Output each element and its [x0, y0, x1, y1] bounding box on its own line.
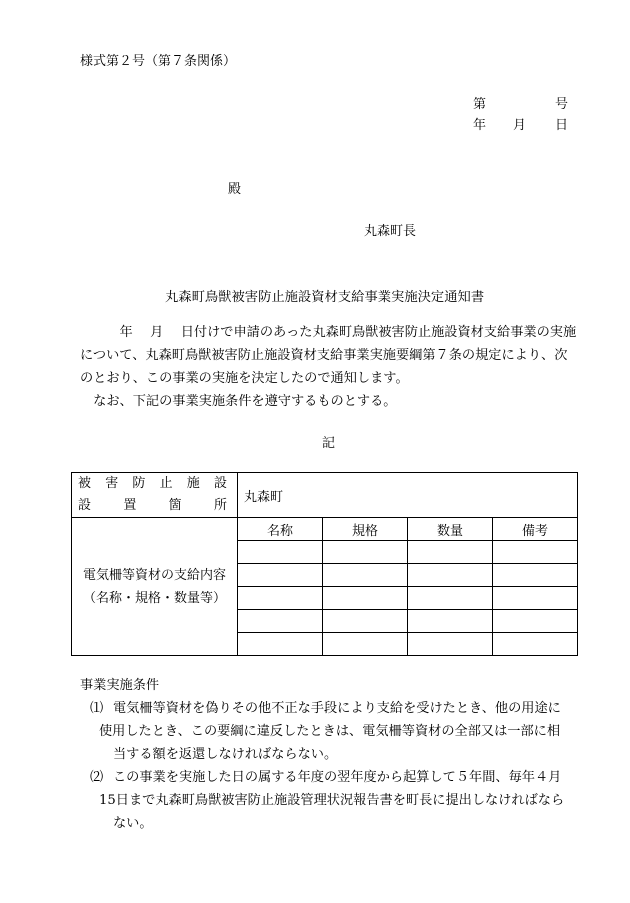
label-char: 設	[213, 476, 227, 491]
table-cell[interactable]	[408, 564, 493, 587]
label-char: 止	[159, 476, 173, 491]
table-cell[interactable]	[238, 564, 323, 587]
body-text	[80, 321, 580, 413]
label-char: 防	[132, 476, 146, 491]
sender: 丸森町長	[364, 224, 417, 239]
condition-line: この事業を実施した日の属する年度の翌年度から起算して５年間、毎年４月	[113, 770, 562, 785]
body-line: なお、下記の事業実施条件を遵守するものとする。	[80, 394, 397, 409]
body-line: のとおり、この事業の実施を決定したので通知します。	[80, 371, 409, 386]
location-value[interactable]: 丸森町	[238, 473, 578, 518]
document-title: 丸森町鳥獣被害防止施設資材支給事業実施決定通知書	[165, 290, 485, 305]
table-cell[interactable]	[238, 633, 323, 656]
conditions-heading: 事業実施条件	[80, 678, 160, 693]
date-month: 月	[513, 118, 527, 133]
body-line: について、丸森町鳥獣被害防止施設資材支給事業実施要綱第７条の規定により、次	[80, 348, 568, 363]
label-char: 施	[186, 476, 200, 491]
table-cell[interactable]	[238, 587, 323, 610]
label-char: 被	[78, 476, 92, 491]
table-cell[interactable]	[323, 587, 408, 610]
ki-mark: 記	[322, 436, 336, 451]
column-header-spec: 規格	[323, 518, 408, 541]
items-label-line1: 電気柵等資材の支給内容	[82, 567, 226, 583]
table-cell[interactable]	[323, 633, 408, 656]
table-cell[interactable]	[408, 633, 493, 656]
table-cell[interactable]	[493, 541, 578, 564]
condition-number: ⑵	[90, 770, 104, 785]
label-char: 箇	[168, 498, 182, 513]
location-row	[72, 473, 578, 518]
condition-item	[80, 766, 580, 835]
table-cell[interactable]	[493, 564, 578, 587]
addressee-suffix: 殿	[228, 182, 242, 197]
condition-line: 当する額を返還しなければならない。	[113, 747, 338, 762]
condition-line: 電気柵等資材を偽りその他不正な手段により支給を受けたとき、他の用途に	[113, 701, 561, 716]
label-char: 置	[123, 498, 137, 513]
table-cell[interactable]	[493, 633, 578, 656]
form-label: 様式第２号（第７条関係）	[80, 54, 237, 69]
label-char: 設	[78, 498, 92, 513]
table-cell[interactable]	[493, 610, 578, 633]
condition-line: 15日まで丸森町鳥獣被害防止施設管理状況報告書を町長に提出しなければなら	[99, 793, 565, 808]
supply-table	[71, 472, 578, 656]
table-cell[interactable]	[238, 610, 323, 633]
condition-line: 使用したとき、この要綱に違反したときは、電気柵等資材の全部又は一部に相	[99, 724, 561, 739]
items-label-line2: （名称・規格・数量等）	[82, 590, 226, 606]
conditions-section	[80, 674, 580, 835]
table-cell[interactable]	[408, 587, 493, 610]
table-cell[interactable]	[408, 610, 493, 633]
table-cell[interactable]	[408, 541, 493, 564]
table-cell[interactable]	[323, 564, 408, 587]
label-char: 害	[105, 476, 119, 491]
date-year: 年	[473, 118, 487, 133]
location-label-line2	[78, 495, 237, 517]
body-line: 年 月 日付けで申請のあった丸森町鳥獣被害防止施設資材支給事業の実施	[80, 325, 577, 340]
condition-line: ない。	[113, 816, 153, 831]
table-cell[interactable]	[493, 587, 578, 610]
condition-number: ⑴	[90, 701, 104, 716]
column-header-quantity: 数量	[408, 518, 493, 541]
header-row	[72, 518, 578, 541]
date-day: 日	[555, 118, 569, 133]
label-char: 所	[213, 498, 227, 513]
location-label-line1	[78, 473, 237, 495]
items-label	[72, 518, 238, 656]
location-label	[72, 473, 238, 518]
column-header-remarks: 備考	[493, 518, 578, 541]
table-cell[interactable]	[323, 541, 408, 564]
column-header-name: 名称	[238, 518, 323, 541]
table-cell[interactable]	[323, 610, 408, 633]
doc-number-prefix: 第	[473, 97, 487, 112]
doc-number-suffix: 号	[555, 97, 569, 112]
condition-item	[80, 697, 580, 766]
table-cell[interactable]	[238, 541, 323, 564]
